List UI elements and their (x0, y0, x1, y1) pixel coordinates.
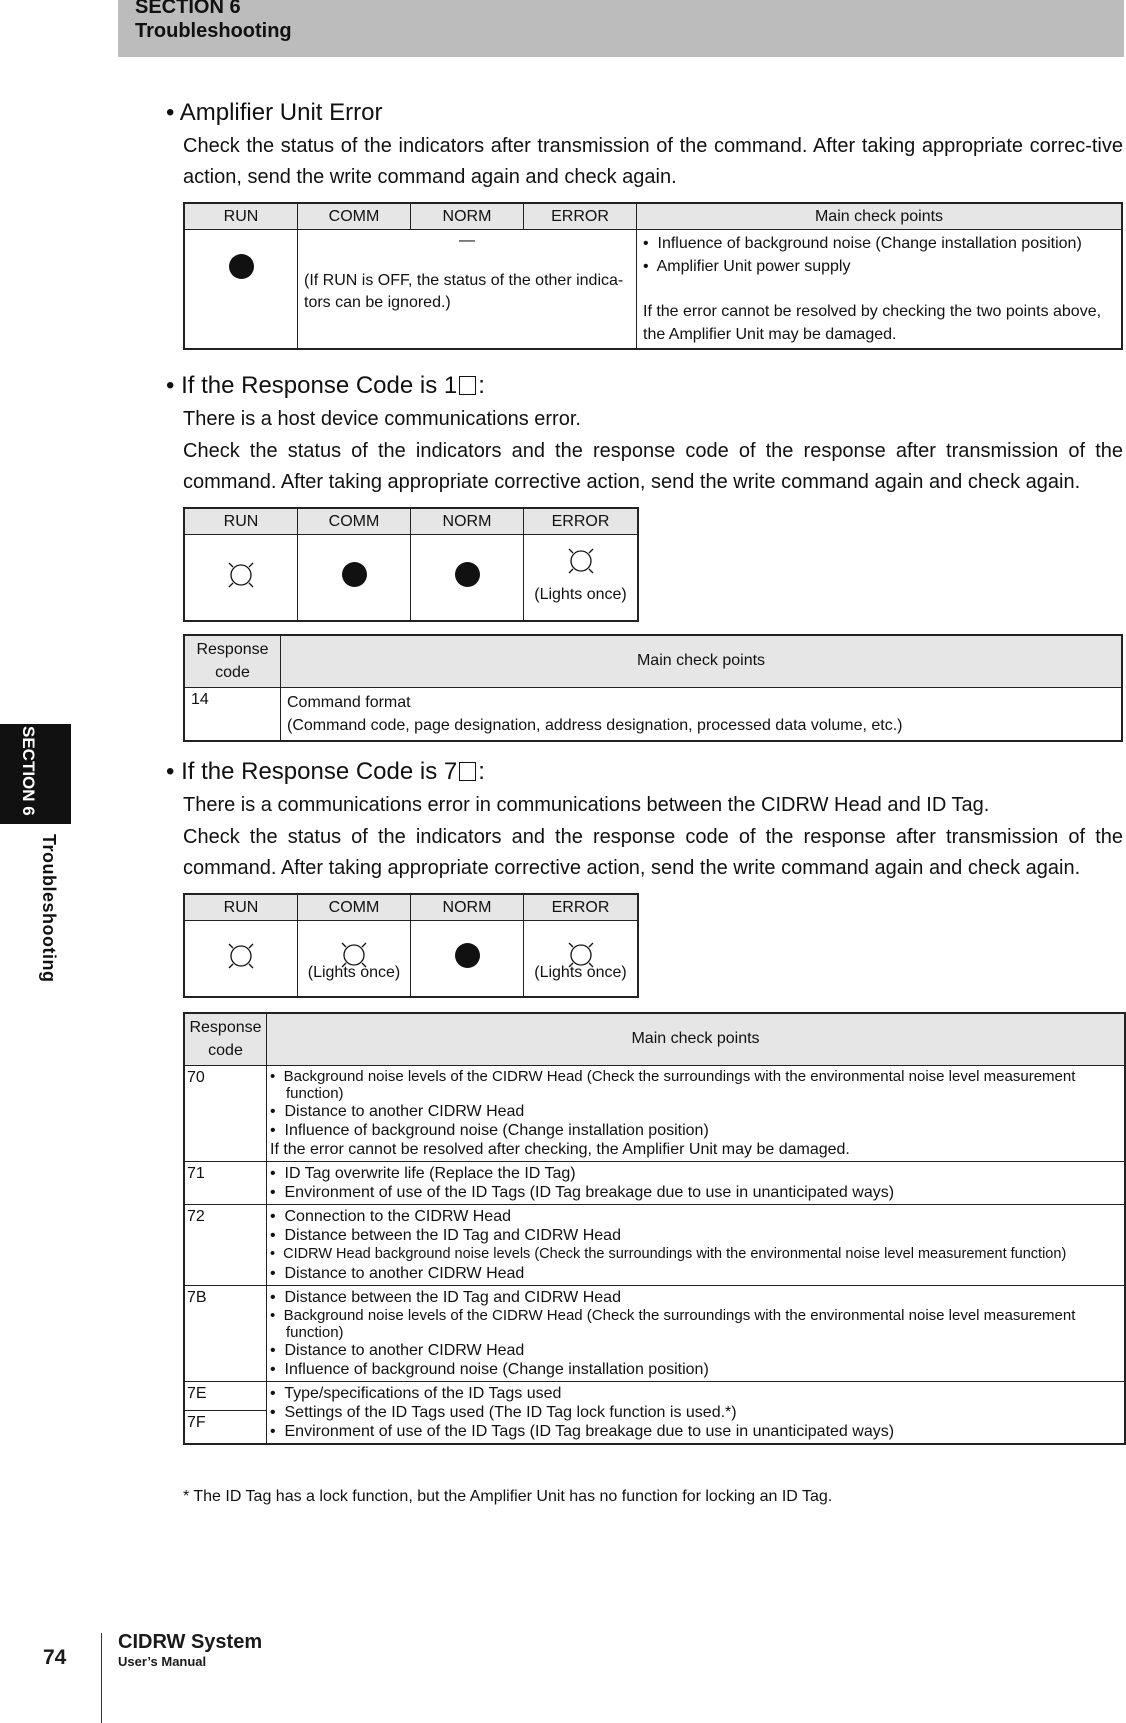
lights-once: (Lights once) (307, 964, 401, 981)
col-response-code: Response code (184, 635, 281, 687)
amp-body: Check the status of the indicators after transmission of the command. After taking appropriate correc-tive action, send the write command again and check again. (183, 135, 1123, 188)
error-led-cell (524, 921, 639, 997)
page-number: 74 (43, 1646, 67, 1669)
col-comm: COMM (298, 203, 411, 230)
col-run: RUN (184, 894, 298, 921)
response-code: 72 (184, 1204, 267, 1285)
r7-indicator-table (183, 893, 639, 998)
led-off-icon (455, 562, 480, 587)
col-comm: COMM (298, 894, 411, 921)
header-title: Troubleshooting (135, 20, 292, 42)
amp-check-points (637, 230, 1123, 350)
side-tab-section: SECTION 6 (19, 726, 38, 816)
col-error: ERROR (524, 508, 639, 535)
lights-once: (Lights once) (534, 586, 627, 603)
response-code: 70 (184, 1065, 267, 1161)
response-code: 7B (184, 1285, 267, 1381)
check-points: • Distance between the ID Tag and CIDRW Head • Background noise levels of the CIDRW Head (Check the surroundings with the environmental noise level measurement function) • Distance to another CIDRW Head • Influence of background noise (Change installation position) (267, 1285, 1126, 1381)
col-error: ERROR (524, 203, 637, 230)
r7-response-table (183, 1012, 1126, 1445)
r1-heading: • If the Response Code is 1 : (166, 372, 485, 399)
run-led-cell (184, 535, 298, 621)
footer-title: CIDRW System (118, 1631, 263, 1653)
check-points: • Type/specifications of the ID Tags used • Settings of the ID Tags used (The ID Tag lock function is used.*) • Environment of use of the ID Tags (ID Tag breakage due to use in unanticipated ways) (267, 1381, 1126, 1444)
footnote: * The ID Tag has a lock function, but the Amplifier Unit has no function for locking an ID Tag. (183, 1488, 833, 1505)
col-main-check: Main check points (281, 635, 1123, 687)
col-norm: NORM (411, 203, 524, 230)
dash: — (459, 232, 475, 249)
response-code: 7E (184, 1381, 267, 1410)
col-response-code: Response code (184, 1013, 267, 1065)
norm-led-cell (411, 921, 524, 997)
footer-divider (101, 1633, 102, 1723)
led-off-icon (455, 943, 480, 968)
error-led-cell (524, 535, 639, 621)
r1-body2: Check the status of the indicators and the response code of the response after transmission of the command. After taking appropriate corrective action, send the write command again and check again. (183, 440, 1123, 493)
blank-box-icon (459, 762, 476, 781)
check-points: • Background noise levels of the CIDRW Head (Check the surroundings with the environmental noise level measurement function) • Distance to another CIDRW Head • Influence of background noise (Change installation position) If the error cannot be resolved after checking, the Amplifier Unit may be damaged. (267, 1065, 1126, 1161)
side-tab-title: Troubleshooting (39, 834, 59, 983)
norm-led-cell (411, 535, 524, 621)
page-header (118, 0, 1124, 57)
r7-body1: There is a communications error in communications between the CIDRW Head and ID Tag. (183, 794, 990, 816)
check-points: • ID Tag overwrite life (Replace the ID Tag) • Environment of use of the ID Tags (ID Tag breakage due to use in unanticipated ways) (267, 1161, 1126, 1204)
led-on-icon (221, 936, 261, 976)
amp-indicator-table (183, 202, 1123, 350)
run-led-cell (184, 230, 298, 350)
col-main-check: Main check points (267, 1013, 1126, 1065)
amp-point-2: • Amplifier Unit power supply (643, 258, 851, 275)
r7-heading: • If the Response Code is 7 : (166, 758, 485, 785)
led-off-icon (342, 562, 367, 587)
r1-response-table (183, 634, 1123, 742)
col-error: ERROR (524, 894, 639, 921)
response-code: 14 (184, 687, 281, 741)
led-off-icon (229, 254, 254, 279)
comm-led-cell (298, 921, 411, 997)
run-led-cell (184, 921, 298, 997)
response-code: 7F (184, 1410, 267, 1444)
col-run: RUN (184, 508, 298, 535)
amp-heading: • Amplifier Unit Error (166, 99, 383, 126)
check-points: Command format (Command code, page designation, address designation, processed data volume, etc.) (281, 687, 1123, 741)
lights-once: (Lights once) (534, 964, 627, 981)
r1-body1: There is a host device communications error. (183, 408, 581, 430)
led-on-icon (221, 555, 261, 595)
col-comm: COMM (298, 508, 411, 535)
col-main-check: Main check points (637, 203, 1123, 230)
check-points: • Connection to the CIDRW Head • Distance between the ID Tag and CIDRW Head • CIDRW Head background noise levels (Check the surroundings with the environmental noise level measurement function) • Distance to another CIDRW Head (267, 1204, 1126, 1285)
response-code: 71 (184, 1161, 267, 1204)
r1-indicator-table (183, 507, 639, 622)
led-on-icon (561, 541, 601, 581)
r7-body2: Check the status of the indicators and the response code of the response after transmission of the command. After taking appropriate corrective action, send the write command again and check again. (183, 826, 1123, 879)
header-section: SECTION 6 (135, 0, 241, 18)
amp-point-1: • Influence of background noise (Change installation position) (643, 235, 1082, 252)
footer-subtitle: User’s Manual (118, 1654, 207, 1669)
amp-damage-note: If the error cannot be resolved by checking the two points above, the Amplifier Unit may be damaged. (643, 303, 1102, 343)
blank-box-icon (459, 376, 476, 395)
ignored-note: (If RUN is OFF, the status of the other indica-tors can be ignored.) (304, 272, 624, 311)
col-run: RUN (184, 203, 298, 230)
col-norm: NORM (411, 894, 524, 921)
col-norm: NORM (411, 508, 524, 535)
other-indicators-cell (298, 230, 637, 350)
comm-led-cell (298, 535, 411, 621)
